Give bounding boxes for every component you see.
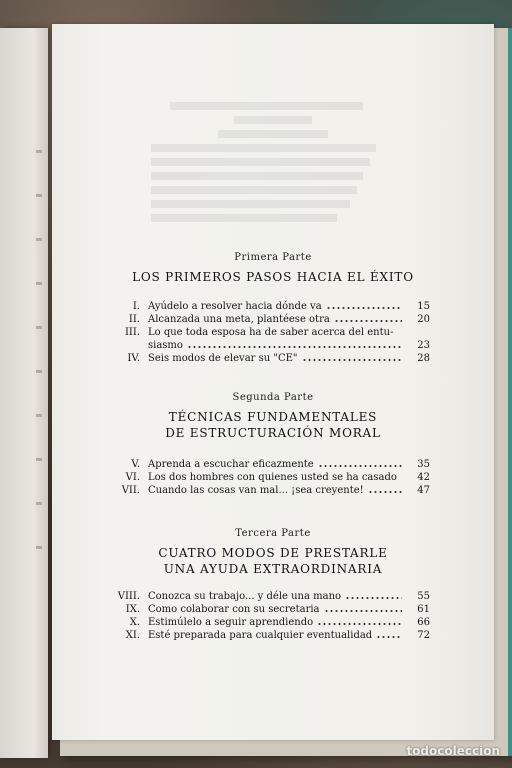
chapter-title: Estimúlelo a seguir aprendiendo <box>148 617 314 628</box>
page-number: 28 <box>417 353 430 364</box>
toc-entry <box>112 339 430 352</box>
chapter-title: Seis modos de elevar su "CE" <box>148 353 298 364</box>
chapter-number: III. <box>124 327 140 338</box>
leader-dots <box>187 345 402 349</box>
chapter-title: Conozca su trabajo... y déle una mano <box>148 591 342 602</box>
toc-entry <box>112 603 430 616</box>
toc-entry <box>112 300 430 313</box>
chapter-number: IV. <box>127 353 140 364</box>
chapter-number: X. <box>129 617 140 628</box>
leader-dots <box>324 609 402 613</box>
part-two-title-line2: DE ESTRUCTURACIÓN MORAL <box>165 426 381 440</box>
page-number: 72 <box>417 630 430 641</box>
toc-entry <box>112 484 430 497</box>
toc-entry <box>112 616 430 629</box>
binding-stitches <box>36 150 42 590</box>
toc-entry <box>112 471 430 484</box>
chapter-number: II. <box>128 314 140 325</box>
leader-dots <box>376 635 402 639</box>
part-one-label: Primera Parte <box>234 252 312 263</box>
part-one-title: LOS PRIMEROS PASOS HACIA EL ÉXITO <box>132 270 414 284</box>
part-two-title-line1: TÉCNICAS FUNDAMENTALES <box>168 410 378 424</box>
part-two-contents <box>112 458 430 497</box>
page-number: 66 <box>417 617 430 628</box>
chapter-number: IX. <box>125 604 140 615</box>
chapter-title: Los dos hombres con quienes usted se ha casado <box>148 472 397 483</box>
leader-dots <box>368 490 402 494</box>
chapter-title: siasmo <box>148 340 183 351</box>
chapter-title: Aprenda a escuchar eficazmente <box>148 459 314 470</box>
contents-page <box>52 24 494 740</box>
chapter-number: XI. <box>125 630 140 641</box>
leader-dots <box>334 319 402 323</box>
part-three-contents <box>112 590 430 642</box>
chapter-number: V. <box>131 459 140 470</box>
leader-dots <box>326 306 402 310</box>
part-three-label: Tercera Parte <box>235 528 311 539</box>
leader-dots <box>317 622 402 626</box>
toc-entry <box>112 629 430 642</box>
chapter-title: Cuando las cosas van mal... ¡sea creyente! <box>148 485 364 496</box>
leader-dots <box>345 596 402 600</box>
part-one-contents <box>112 300 430 365</box>
chapter-title: Ayúdelo a resolver hacia dónde va <box>148 301 322 312</box>
page-number: 42 <box>417 472 430 483</box>
page-number: 23 <box>417 340 430 351</box>
toc-entry <box>112 352 430 365</box>
chapter-number: VI. <box>125 472 140 483</box>
page-number: 61 <box>417 604 430 615</box>
page-number: 20 <box>417 314 430 325</box>
chapter-title: Lo que toda esposa ha de saber acerca del entu- <box>148 327 394 338</box>
leader-dots <box>302 358 402 362</box>
chapter-number: VIII. <box>117 591 140 602</box>
page-number: 55 <box>417 591 430 602</box>
toc-entry <box>112 590 430 603</box>
part-three-title-line1: CUATRO MODOS DE PRESTARLE <box>158 546 388 560</box>
toc-entry <box>112 313 430 326</box>
toc-entry <box>112 326 430 339</box>
page-number: 47 <box>417 485 430 496</box>
page-number: 35 <box>417 459 430 470</box>
watermark: todocoleccion <box>406 744 500 758</box>
chapter-title: Esté preparada para cualquier eventualidad <box>148 630 373 641</box>
part-three-title-line2: UNA AYUDA EXTRAORDINARIA <box>163 562 383 576</box>
chapter-number: I. <box>132 301 140 312</box>
show-through-text <box>112 96 434 296</box>
chapter-number: VII. <box>121 485 140 496</box>
leader-dots <box>318 464 402 468</box>
page-number: 15 <box>417 301 430 312</box>
toc-entry <box>112 458 430 471</box>
chapter-title: Alcanzada una meta, plantéese otra <box>148 314 330 325</box>
chapter-title: Como colaborar con su secretaria <box>148 604 320 615</box>
part-two-label: Segunda Parte <box>232 392 314 403</box>
